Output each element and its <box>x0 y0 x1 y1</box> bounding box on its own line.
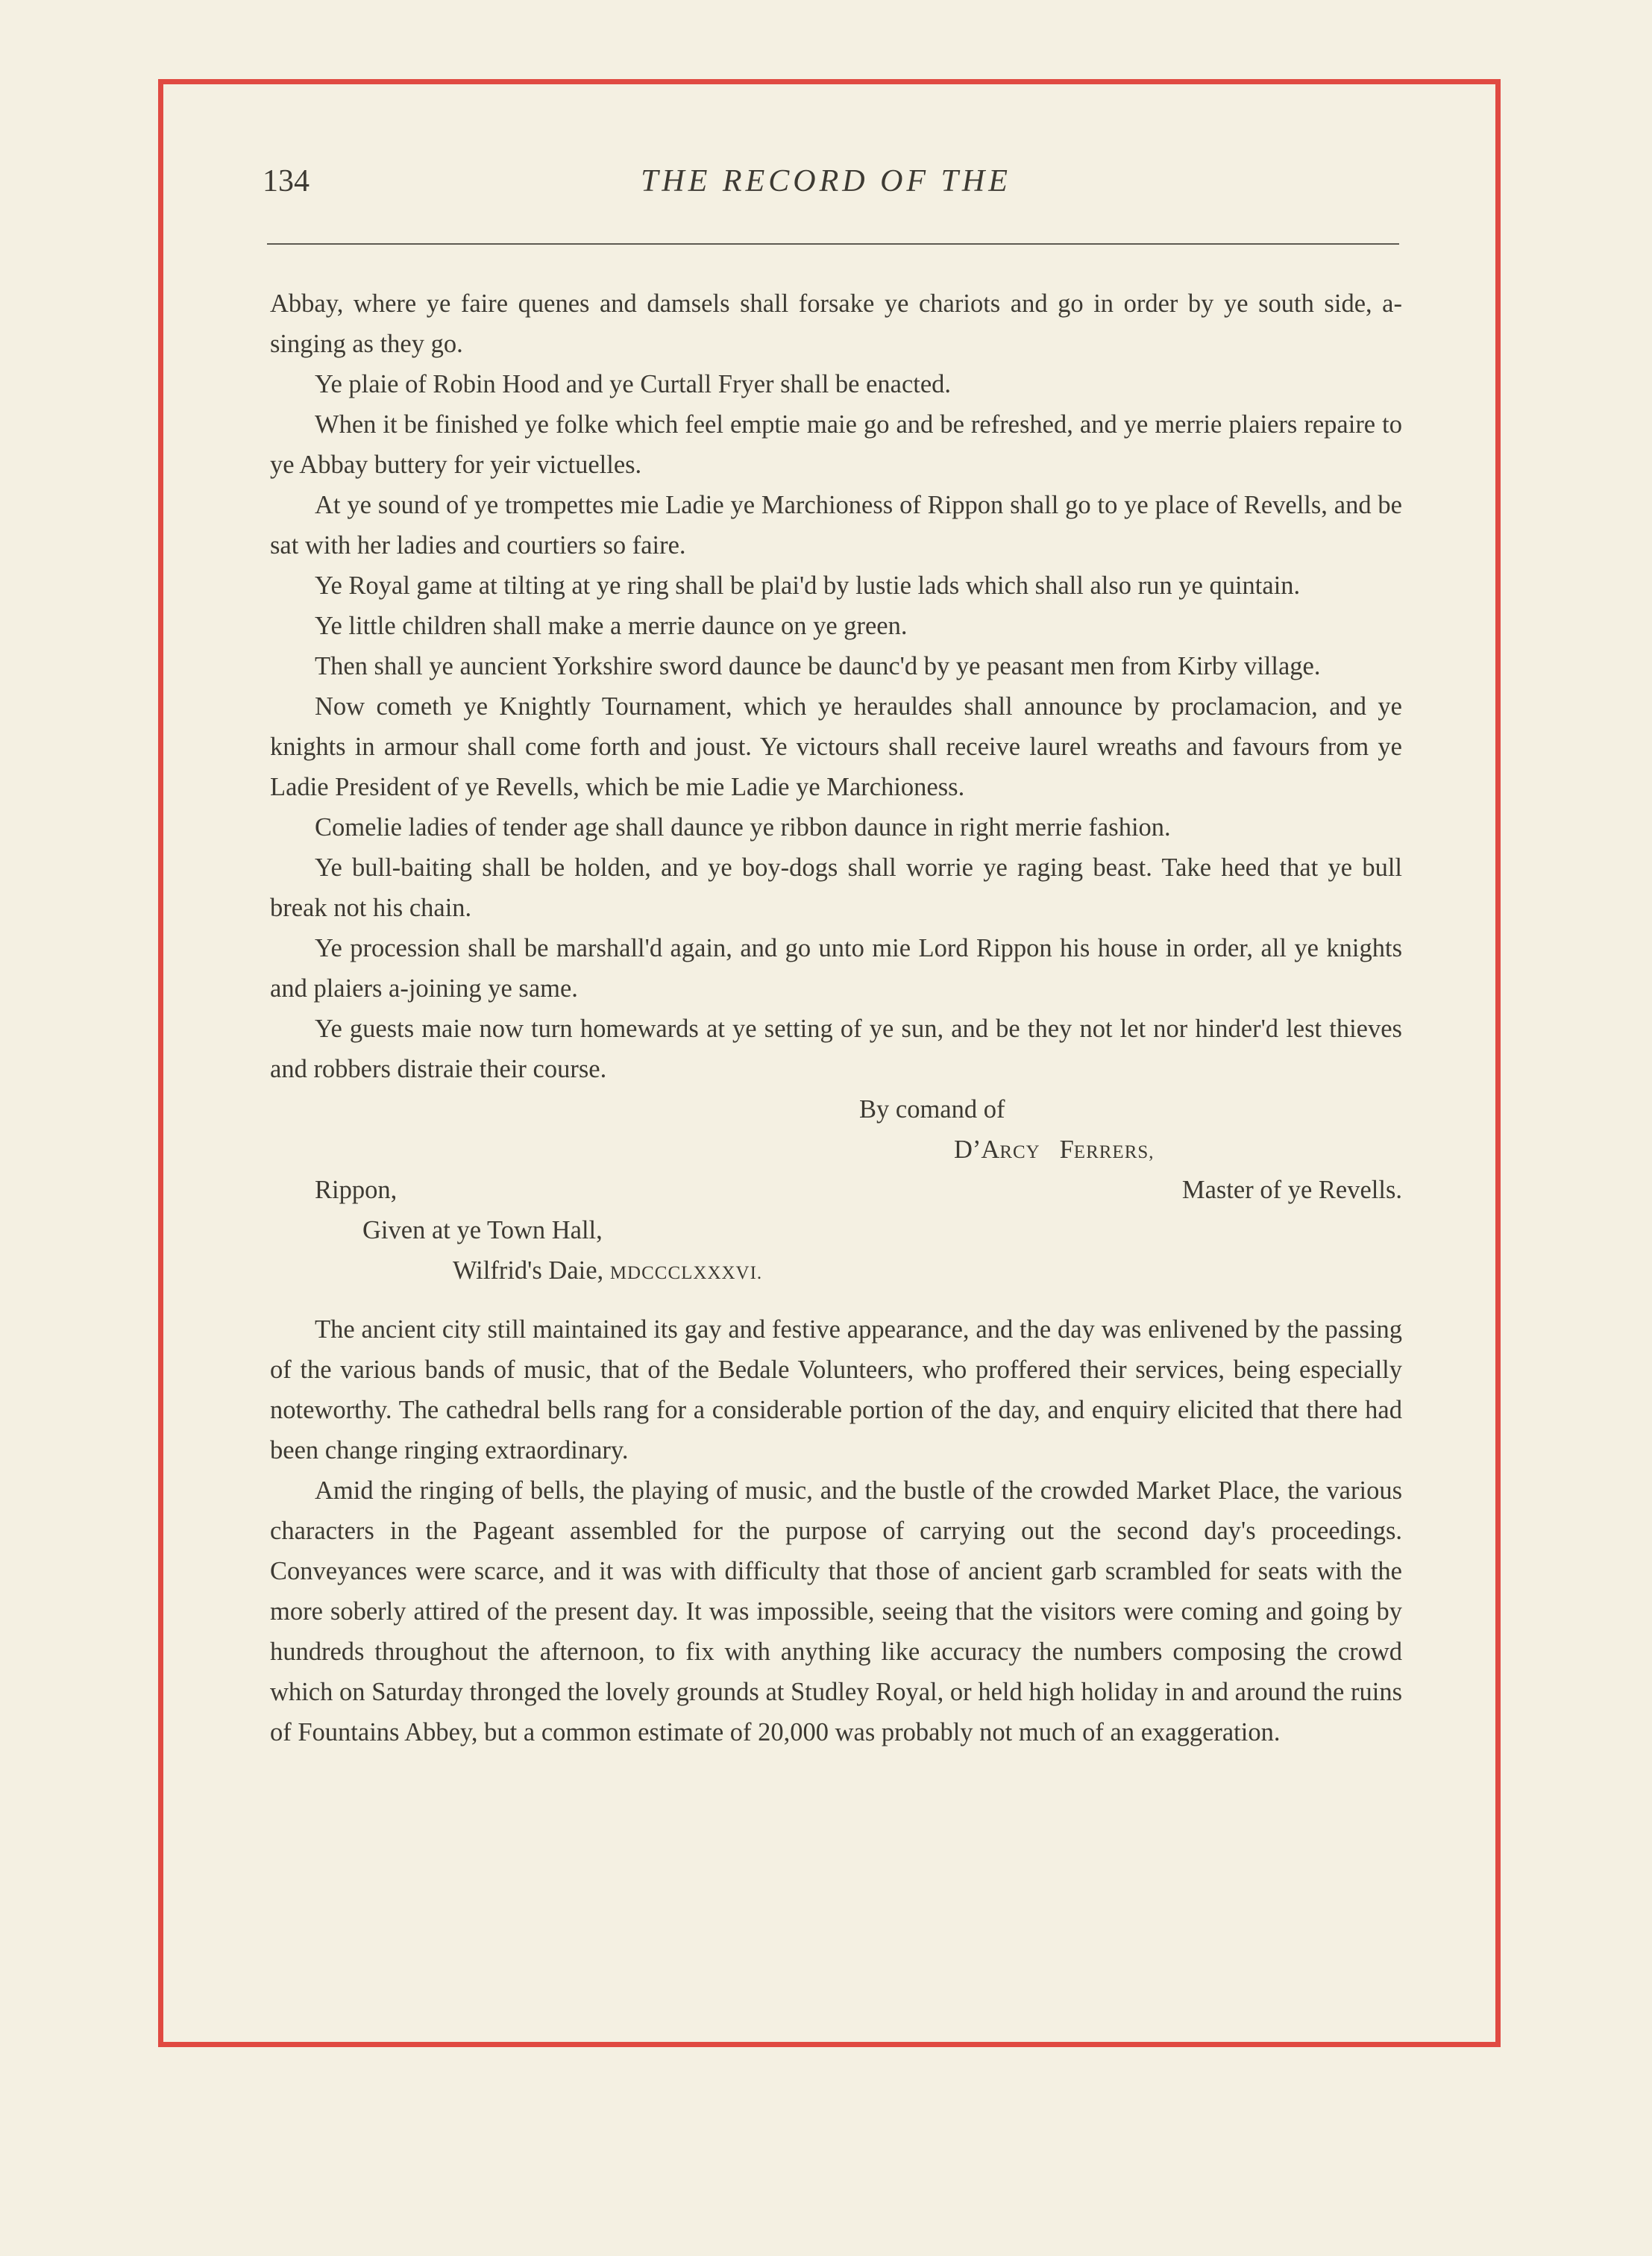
signature-title: Master of ye Revells. <box>1181 1176 1402 1204</box>
paragraph: At ye sound of ye trompettes mie Ladie ye Marchioness of Rippon shall go to ye place of Revells, and be sat with her ladies and courtiers so faire. <box>270 491 1402 560</box>
paragraph: Then shall ye auncient Yorkshire sword daunce be daunc'd by ye peasant men from Kirby village. <box>315 652 1321 680</box>
paragraph: Abbay, where ye faire quenes and damsels shall forsake ye chariots and go in order by ye south side, a-singing as they go. <box>270 289 1402 358</box>
paragraph: Comelie ladies of tender age shall daunce ye ribbon daunce in right merrie fashion. <box>315 813 1171 842</box>
signature-date: Wilfrid's Daie, MDCCCLXXXVI. <box>453 1256 763 1285</box>
signature-place: Rippon, <box>315 1176 398 1204</box>
page-number: 134 <box>263 164 310 198</box>
paragraph: Ye little children shall make a merrie daunce on ye green. <box>315 612 908 640</box>
running-head: THE RECORD OF THE <box>641 164 1011 198</box>
body-text <box>270 283 1402 1752</box>
paragraph: Ye bull-baiting shall be holden, and ye boy-dogs shall worrie ye raging beast. Take heed that ye bull break not his chain. <box>270 853 1402 922</box>
paragraph: Now cometh ye Knightly Tournament, which ye herauldes shall announce by proclamacion, and ye knights in armour shall come forth and joust. Ye victours shall receive laurel wreaths and favours from ye Ladie President of ye Revells, which be mie Ladie ye Marchioness. <box>270 692 1402 801</box>
signature-name: D’ARCY FERRERS, <box>954 1135 1155 1164</box>
paragraph: Ye procession shall be marshall'd again, and go unto mie Lord Rippon his house in order, all ye knights and plaiers a-joining ye same. <box>270 934 1402 1003</box>
signature-by: By comand of <box>859 1095 1005 1124</box>
paragraph: Ye plaie of Robin Hood and ye Curtall Fryer shall be enacted. <box>315 370 952 398</box>
paragraph: The ancient city still maintained its gay and festive appearance, and the day was enlivened by the passing of the various bands of music, that of the Bedale Volunteers, who proffered their services, being especially noteworthy. The cathedral bells rang for a considerable portion of the day, and enquiry elicited that there had been change ringing extraordinary. <box>270 1315 1402 1464</box>
signature-block <box>270 1089 1402 1285</box>
signature-given: Given at ye Town Hall, <box>362 1216 603 1244</box>
paragraph: Amid the ringing of bells, the playing of music, and the bustle of the crowded Market Place, the various characters in the Pageant assembled for the purpose of carrying out the second day's proceedings. Conveyances were scarce, and it was with difficulty that those of ancient garb scrambled for seats with the more soberly attired of the present day. It was impossible, seeing that the visitors were coming and going by hundreds throughout the afternoon, to fix with anything like accuracy the numbers composing the crowd which on Saturday thronged the lovely grounds at Studley Royal, or held high holiday in and around the ruins of Fountains Abbey, but a common estimate of 20,000 was probably not much of an exaggeration. <box>270 1476 1402 1746</box>
header-rule <box>267 243 1399 245</box>
paragraph: Ye guests maie now turn homewards at ye setting of ye sun, and be they not let nor hinder'd lest thieves and robbers distraie their course. <box>270 1015 1402 1083</box>
paragraph: Ye Royal game at tilting at ye ring shall be plai'd by lustie lads which shall also run ye quintain. <box>315 571 1301 600</box>
paragraph: When it be finished ye folke which feel emptie maie go and be refreshed, and ye merrie plaiers repaire to ye Abbay buttery for yeir victuelles. <box>270 410 1402 479</box>
